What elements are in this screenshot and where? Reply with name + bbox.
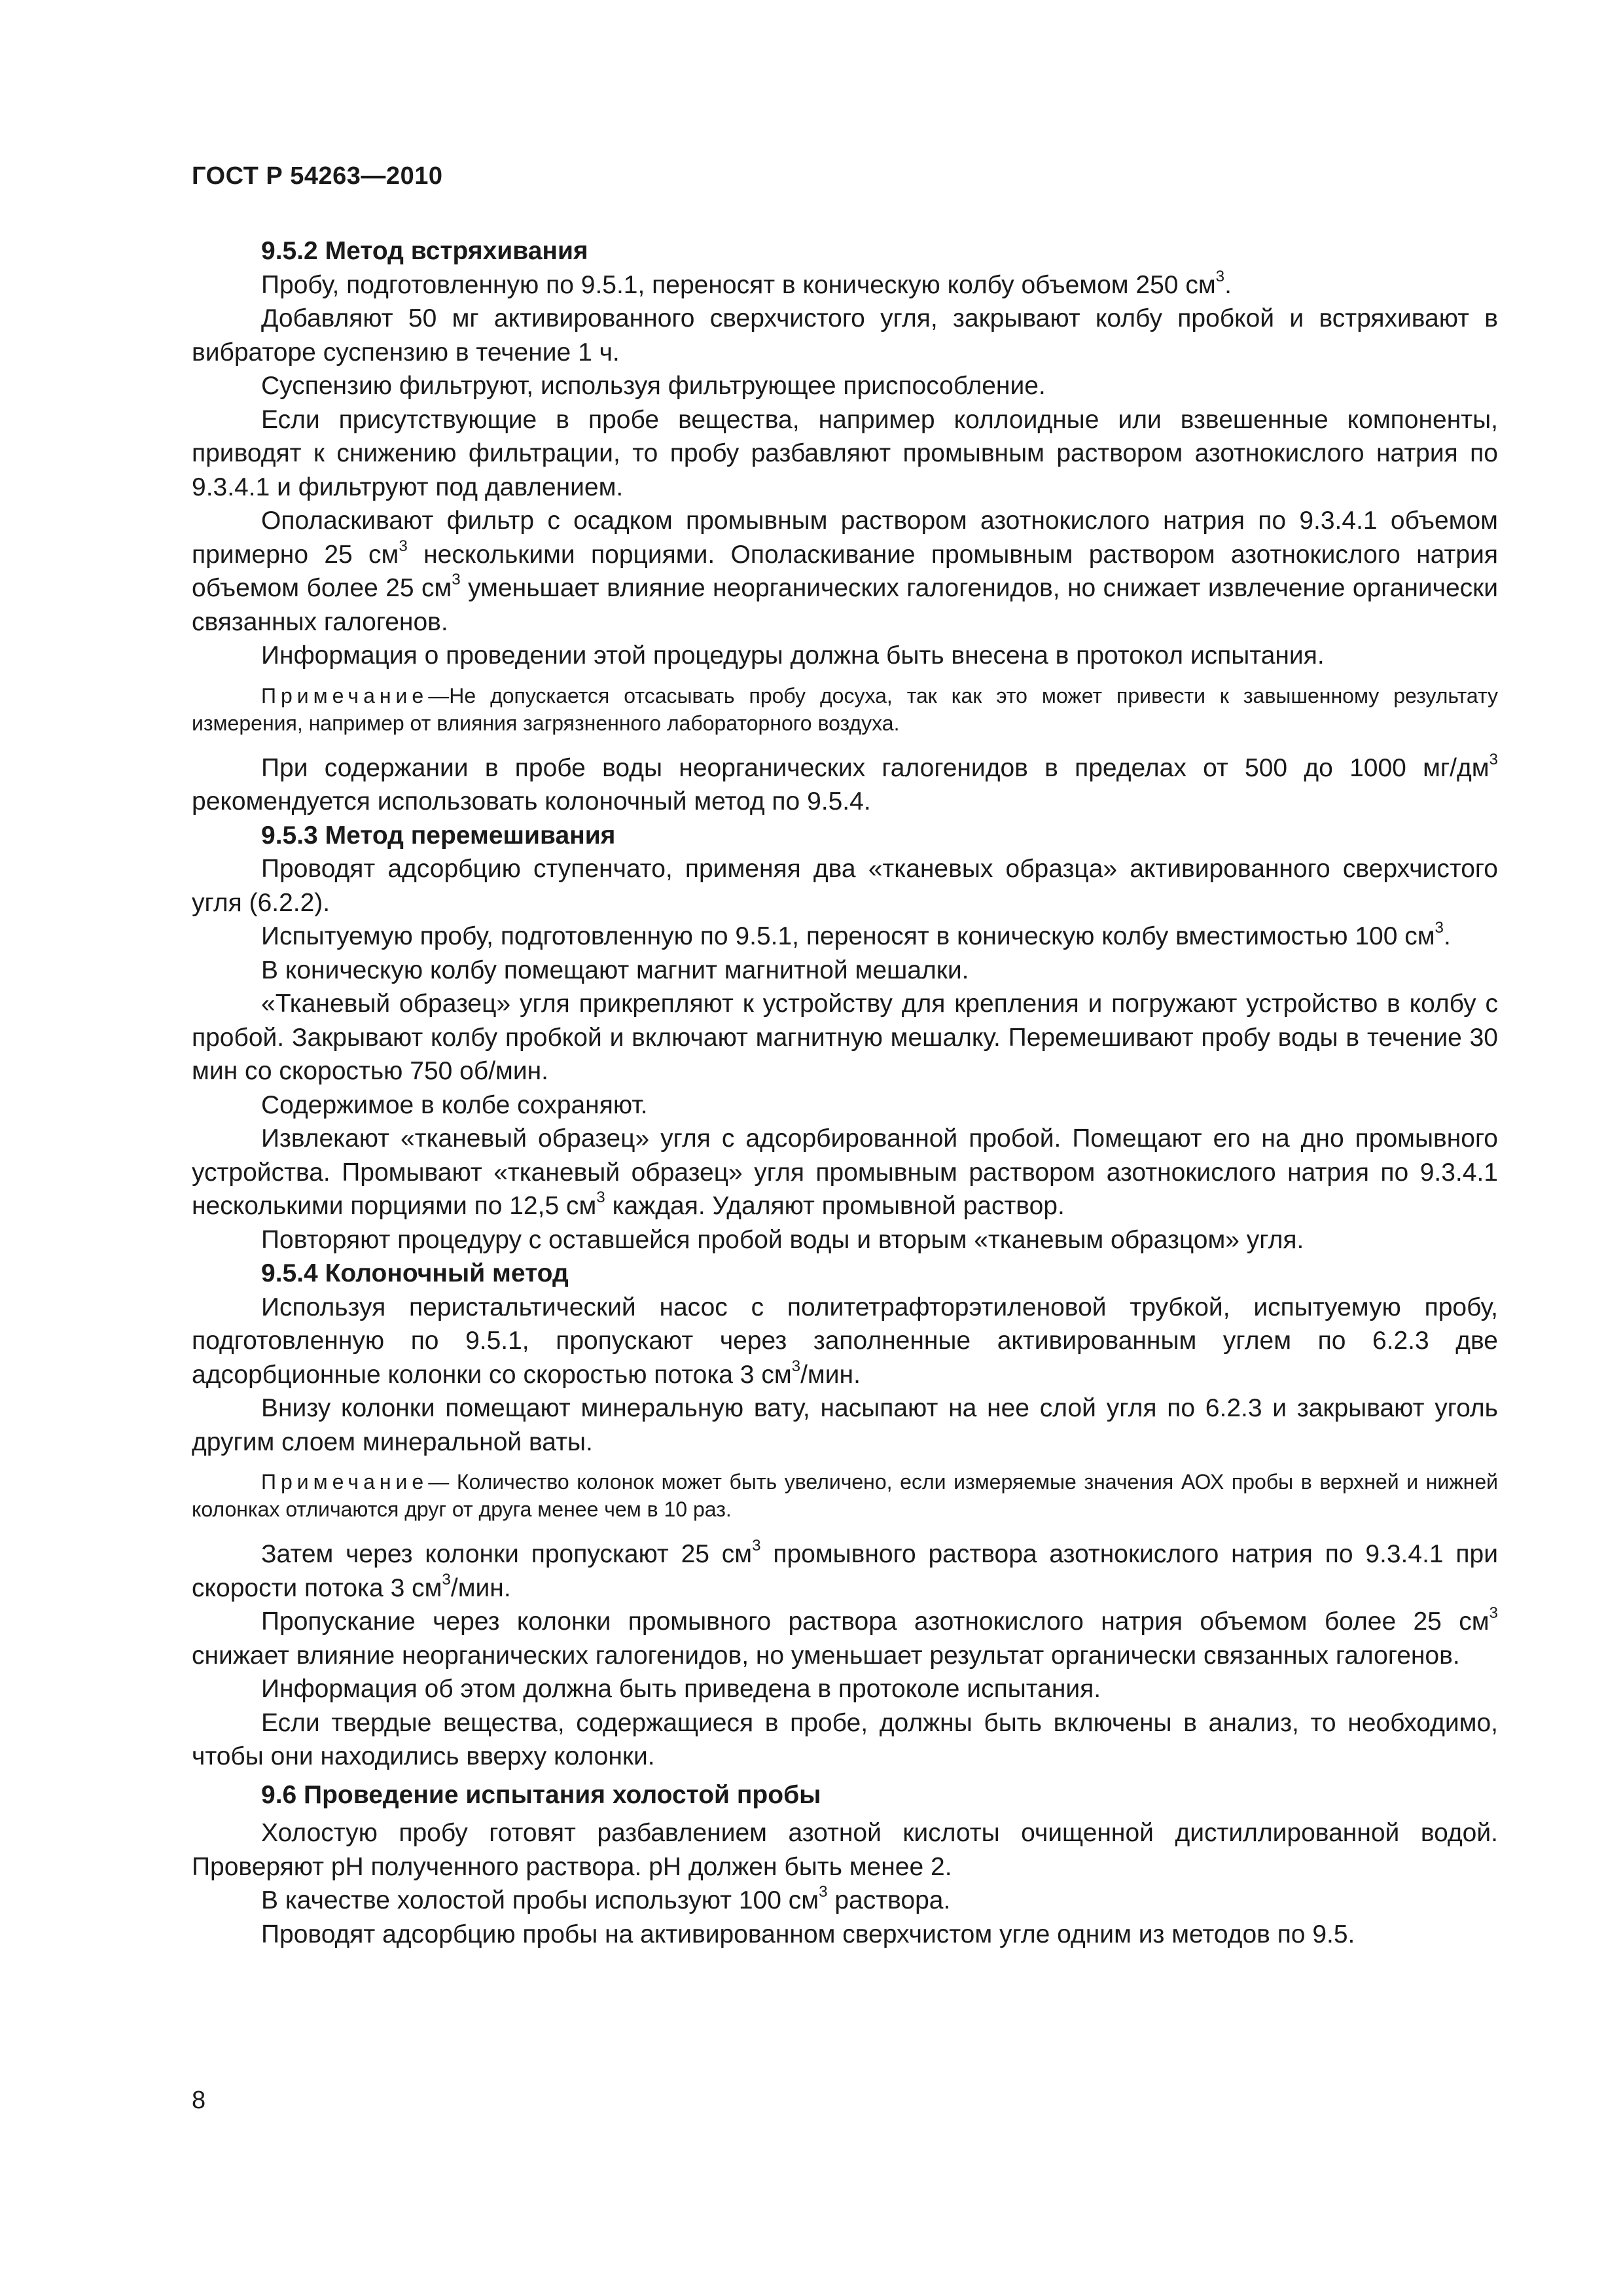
paragraph: Суспензию фильтруют, используя фильтрующее приспособление. [261, 372, 1046, 400]
paragraph: Проводят адсорбцию ступенчато, применяя два «тканевых образца» активированного сверхчистого угля (6.2.2). [192, 855, 1498, 917]
paragraph: Пробу, подготовленную по 9.5.1, переносят в коническую колбу объемом 250 $см^3$. [261, 267, 1232, 299]
paragraph: Повторяют процедуру с оставшейся пробой воды и вторым «тканевым образцом» угля. [261, 1225, 1304, 1254]
paragraph: Холостую пробу готовят разбавлением азотной кислоты очищенной дистиллированной водой. Проверяют pH полученного раствора. pH должен быть менее 2. [192, 1819, 1498, 1881]
section-heading-9-5-2: 9.5.2 Метод встряхивания [261, 237, 588, 265]
paragraph: Если твердые вещества, содержащиеся в пробе, должны быть включены в анализ, то необходимо, чтобы они находились вверху колонки. [192, 1708, 1498, 1770]
paragraph: В качестве холостой пробы используют 100 $см^3$ раствора. [261, 1882, 951, 1914]
paragraph: Испытуемую пробу, подготовленную по 9.5.1, переносят в коническую колбу вместимостью 100 $см^3$. [261, 918, 1451, 950]
paragraph: Внизу колонки помещают минеральную вату, насыпают на нее слой угля по 6.2.3 и закрывают уголь другим слоем минеральной ваты. [192, 1394, 1498, 1456]
standard-header: ГОСТ Р 54263—2010 [192, 162, 443, 190]
note-label: Примечание [261, 1470, 429, 1494]
paragraph: Извлекают «тканевый образец» угля с адсорбированной пробой. Помещают его на дно промывного устройства. Промывают «тканевый образец» угля промывным раствором азотнокислого натрия по 9.3.4.1 несколькими порциями по 12,5 $см^3$ каждая. Удаляют промывной раствор. [192, 1124, 1498, 1220]
paragraph: Содержимое в колбе сохраняют. [261, 1090, 648, 1119]
paragraph: Используя перистальтический насос с политетрафторэтиленовой трубкой, испытуемую пробу, подготовленную по 9.5.1, пропускают через заполненные активированным углем по 6.2.3 две адсорбционные колонки со скоростью потока 3 $см^3$/мин. [192, 1293, 1498, 1389]
paragraph: При содержании в пробе воды неорганических галогенидов в пределах от 500 до 1000 $мг/дм^3$ рекомендуется использовать колоночный метод по 9.5.4. [192, 750, 1498, 816]
note: Примечание—Не допускается отсасывать пробу досуха, так как это может привести к завышенному результату измерения, например от влияния загрязненного лабораторного воздуха. [192, 683, 1498, 735]
page-number: 8 [192, 2087, 206, 2114]
paragraph: В коническую колбу помещают магнит магнитной мешалки. [261, 956, 969, 984]
document-body [192, 234, 1498, 1951]
paragraph: Информация об этом должна быть приведена в протоколе испытания. [261, 1675, 1101, 1703]
section-heading-9-5-4: 9.5.4 Колоночный метод [261, 1259, 569, 1287]
paragraph: «Тканевый образец» угля прикрепляют к устройству для крепления и погружают устройство в колбу с пробой. Закрывают колбу пробкой и включают магнитную мешалку. Перемешивают пробу воды в течение 30 мин со скоростью 750 об/мин. [192, 990, 1498, 1085]
paragraph: Пропускание через колонки промывного раствора азотнокислого натрия объемом более 25 $см^3$ снижает влияние неорганических галогенидов, но уменьшает результат органически связанных галогенов. [192, 1604, 1498, 1670]
paragraph: Добавляют 50 мг активированного сверхчистого угля, закрывают колбу пробкой и встряхивают в вибраторе суспензию в течение 1 ч. [192, 304, 1498, 367]
paragraph: Затем через колонки пропускают 25 $см^3$ промывного раствора азотнокислого натрия по 9.3.4.1 при скорости потока 3 $см^3$/мин. [192, 1536, 1498, 1602]
section-heading-9-5-3: 9.5.3 Метод перемешивания [261, 821, 616, 850]
section-heading-9-6: 9.6 Проведение испытания холостой пробы [261, 1780, 821, 1809]
paragraph: Если присутствующие в пробе вещества, например коллоидные или взвешенные компоненты, приводят к снижению фильтрации, то пробу разбавляют промывным раствором азотнокислого натрия по 9.3.4.1 и фильтруют под давлением. [192, 405, 1498, 501]
paragraph: Проводят адсорбцию пробы на активированном сверхчистом угле одним из методов по 9.5. [261, 1920, 1355, 1948]
paragraph: Информация о проведении этой процедуры должна быть внесена в протокол испытания. [261, 641, 1325, 670]
paragraph: Ополаскивают фильтр с осадком промывным раствором азотнокислого натрия по 9.3.4.1 объемом примерно 25 $см^3$ несколькими порциями. Ополаскивание промывным раствором азотнокислого натрия объемом более 25 $см^3$ уменьшает влияние неорганических галогенидов, но снижает извлечение органически связанных галогенов. [192, 507, 1499, 636]
note-label: Примечание [261, 683, 429, 708]
note: Примечание— Количество колонок может быть увеличено, если измеряемые значения АОХ пробы в верхней и нижней колонках отличаются друг от друга менее чем в 10 раз. [192, 1470, 1498, 1521]
